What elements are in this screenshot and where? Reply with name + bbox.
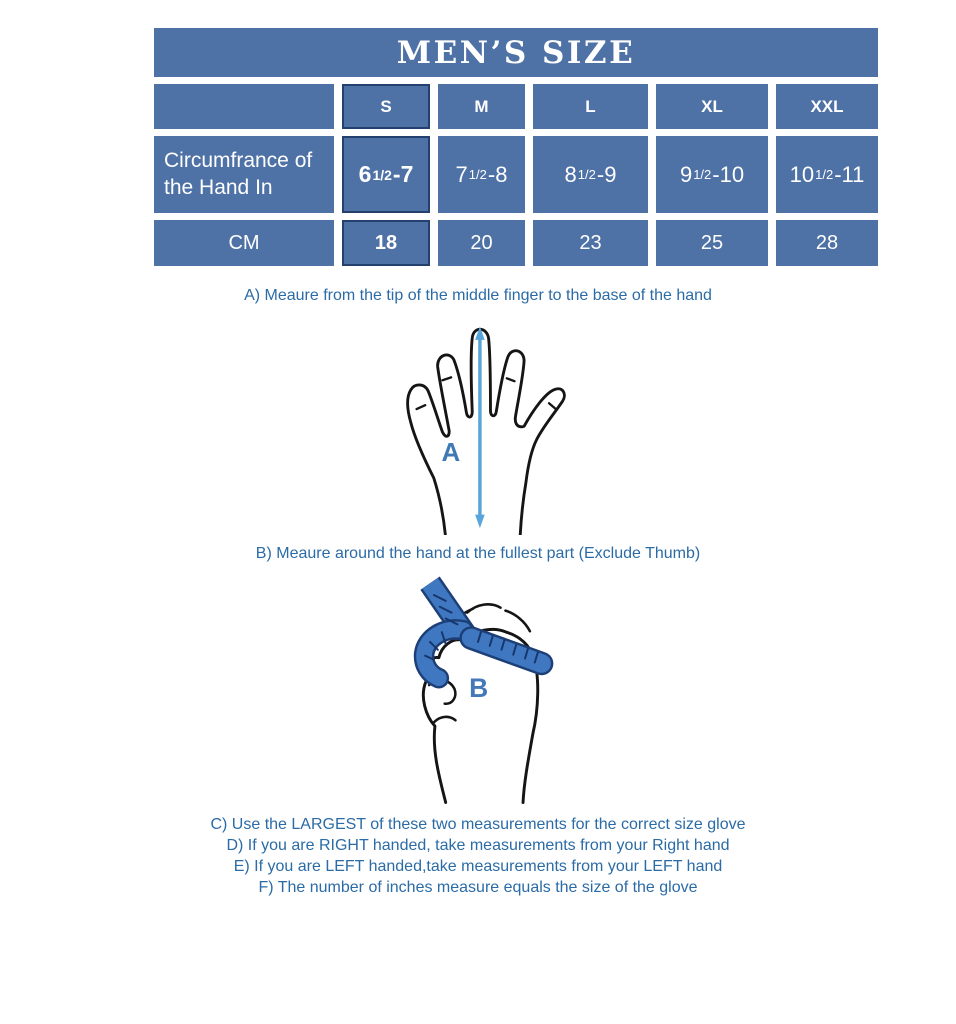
value-post: -10 (712, 161, 745, 187)
fist-with-tape-illustration (385, 569, 571, 805)
value-pre: 10 (789, 161, 815, 187)
size-table (154, 28, 878, 266)
value-pre: 6 (358, 161, 372, 187)
row-label-inches: Circumfrance of the Hand In (154, 136, 334, 213)
hand-outline (408, 329, 565, 534)
cm-value-xl: 25 (656, 220, 768, 266)
cm-value-l: 23 (533, 220, 648, 266)
instruction-e: E) If you are LEFT handed,take measurements from your LEFT hand (233, 858, 723, 875)
instruction-b: B) Meaure around the hand at the fullest part (Exclude Thumb) (255, 545, 701, 562)
col-header-xxl: XXL (776, 84, 878, 129)
inches-value-m (438, 136, 525, 213)
inches-value-s (342, 136, 430, 213)
corner-cell (154, 84, 334, 129)
value-fraction: 1/2 (815, 167, 834, 182)
instruction-a: A) Meaure from the tip of the middle finger to the base of the hand (244, 287, 712, 304)
value-pre: 7 (455, 161, 468, 187)
cm-value-m: 20 (438, 220, 525, 266)
value-fraction: 1/2 (468, 167, 487, 182)
value-post: -7 (392, 161, 414, 187)
cm-value-s: 18 (342, 220, 430, 266)
figure-label-b: B (469, 672, 489, 703)
inches-value-xxl (776, 136, 878, 213)
figure-label-a: A (441, 438, 461, 467)
hand-circumference-figure (0, 569, 956, 805)
instruction-f: F) The number of inches measure equals the size of the glove (258, 879, 698, 896)
hand-length-figure (0, 309, 956, 535)
col-header-xl: XL (656, 84, 768, 129)
value-post: -9 (596, 161, 617, 187)
notes-block (0, 814, 956, 898)
value-pre: 8 (564, 161, 577, 187)
inches-value-l (533, 136, 648, 213)
col-header-m: M (438, 84, 525, 129)
cm-value-xxl: 28 (776, 220, 878, 266)
inches-value-xl (656, 136, 768, 213)
col-header-l: L (533, 84, 648, 129)
open-hand-illustration (382, 309, 574, 535)
value-fraction: 1/2 (577, 167, 596, 182)
value-post: -8 (487, 161, 508, 187)
value-pre: 9 (679, 161, 693, 187)
value-fraction: 1/2 (693, 167, 712, 182)
row-label-cm: CM (154, 220, 334, 266)
col-header-s: S (342, 84, 430, 129)
instruction-d: D) If you are RIGHT handed, take measurements from your Right hand (226, 837, 730, 854)
value-fraction: 1/2 (372, 166, 392, 183)
value-post: -11 (834, 161, 865, 187)
table-title: MEN’S SIZE (154, 28, 878, 77)
instruction-c: C) Use the LARGEST of these two measurements for the correct size glove (210, 816, 746, 833)
